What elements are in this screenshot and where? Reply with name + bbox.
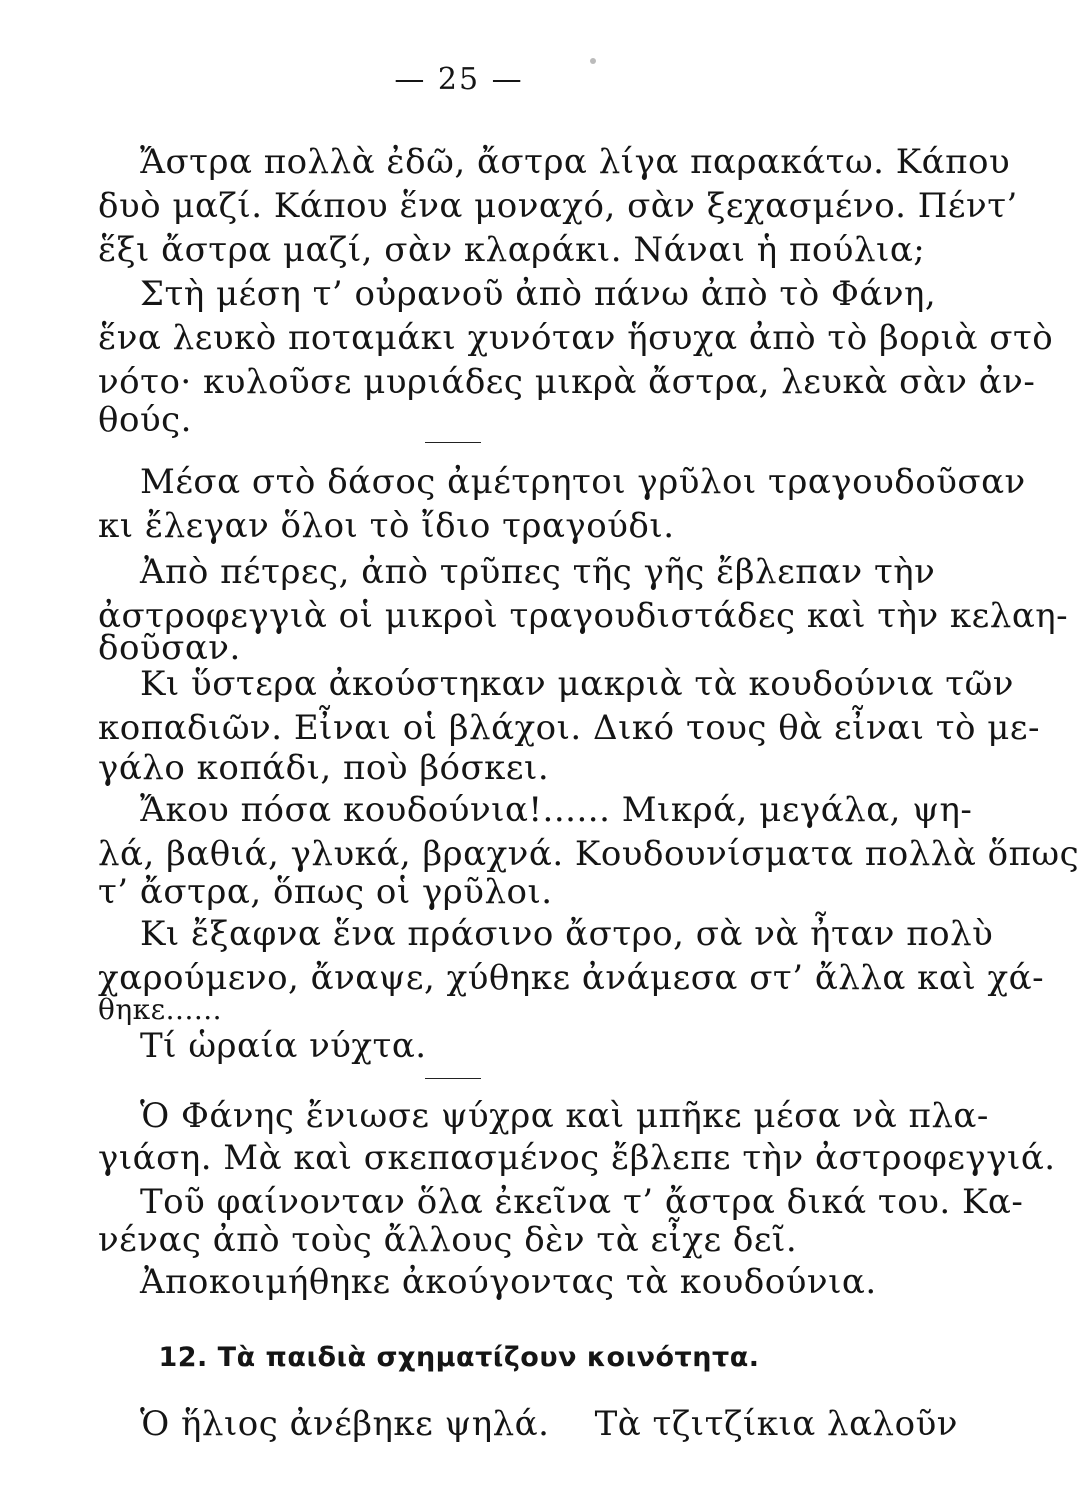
paragraph-4-line-1: Ἀπὸ πέτρες, ἀπὸ τρῦπες τῆς γῆς ἔβλεπαν τὴν [140,552,936,592]
paragraph-10-line-1: Τοῦ φαίνονταν ὅλα ἐκεῖνα τ’ ἄστρα δικά του. Κα- [140,1182,1024,1222]
paragraph-2-line-3: νότο· κυλοῦσε μυριάδες μικρὰ ἄστρα, λευκὰ σὰν ἀν- [98,362,1036,402]
paragraph-2-line-1: Στὴ μέση τ’ οὐρανοῦ ἀπὸ πάνω ἀπὸ τὸ Φάνη, [140,274,937,314]
paragraph-5-line-3: γάλο κοπάδι, ποὺ βόσκει. [98,748,550,788]
paragraph-6-line-3: τ’ ἄστρα, ὅπως οἱ γρῦλοι. [98,872,553,912]
paragraph-9-line-1: Ὁ Φάνης ἔνιωσε ψύχρα καὶ μπῆκε μέσα νὰ πλα- [140,1096,989,1136]
paragraph-7-line-3: θηκε...... [98,993,223,1026]
paragraph-11-line-1: Ἀποκοιμήθηκε ἀκούγοντας τὰ κουδούνια. [140,1262,877,1302]
paragraph-12-line-1: Ὁ ἥλιος ἀνέβηκε ψηλά. Τὰ τζιτζίκια λαλοῦν [140,1404,958,1444]
chapter-heading: 12. Τὰ παιδιὰ σχηματίζουν κοινότητα. [158,1342,760,1373]
paragraph-10-line-2: νένας ἀπὸ τοὺς ἄλλους δὲν τὰ εἶχε δεῖ. [98,1220,798,1260]
paragraph-3-line-2: κι ἔλεγαν ὅλοι τὸ ἴδιο τραγούδι. [98,506,675,546]
paragraph-1-line-2: δυὸ μαζί. Κάπου ἕνα μοναχό, σὰν ξεχασμένο. Πέντ’ [98,186,1018,226]
paragraph-6-line-1: Ἄκου πόσα κουδούνια!...... Μικρά, μεγάλα, ψη- [140,790,973,830]
page-number: — 25 — [394,62,524,97]
section-divider [425,442,481,443]
paragraph-7-line-1: Κι ἔξαφνα ἕνα πράσινο ἄστρο, σὰ νὰ ἦταν πολὺ [140,914,994,954]
paragraph-8-line-1: Τί ὡραία νύχτα. [140,1026,427,1066]
paragraph-5-line-2: κοπαδιῶν. Εἶναι οἱ βλάχοι. Δικό τους θὰ εἶναι τὸ με- [98,708,1040,748]
paragraph-5-line-1: Κι ὕστερα ἀκούστηκαν μακριὰ τὰ κουδούνια τῶν [140,664,1014,704]
paragraph-1-line-1: Ἄστρα πολλὰ ἐδῶ, ἄστρα λίγα παρακάτω. Κάπου [140,142,1011,182]
paragraph-9-line-2: γιάση. Μὰ καὶ σκεπασμένος ἔβλεπε τὴν ἀστροφεγγιά. [98,1138,1056,1178]
paragraph-6-line-2: λά, βαθιά, γλυκά, βραχνά. Κουδουνίσματα πολλὰ ὅπως [98,834,1079,874]
paragraph-2-line-2: ἕνα λευκὸ ποταμάκι χυνόταν ἥσυχα ἀπὸ τὸ βοριὰ στὸ [98,318,1054,358]
paragraph-3-line-1: Μέσα στὸ δάσος ἀμέτρητοι γρῦλοι τραγουδοῦσαν [140,462,1026,502]
paragraph-7-line-2: χαρούμενο, ἄναψε, χύθηκε ἀνάμεσα στ’ ἄλλα καὶ χά- [98,958,1045,998]
paragraph-4-line-3: δοῦσαν. [98,628,241,668]
paragraph-1-line-3: ἕξι ἄστρα μαζί, σὰν κλαράκι. Νάναι ἡ πούλια; [98,230,926,270]
paragraph-2-line-4: θούς. [98,400,192,440]
section-divider-2 [425,1078,481,1079]
paragraph-4-line-2: ἀστροφεγγιὰ οἱ μικροὶ τραγουδιστάδες καὶ τὴν κελαη- [98,596,1069,636]
